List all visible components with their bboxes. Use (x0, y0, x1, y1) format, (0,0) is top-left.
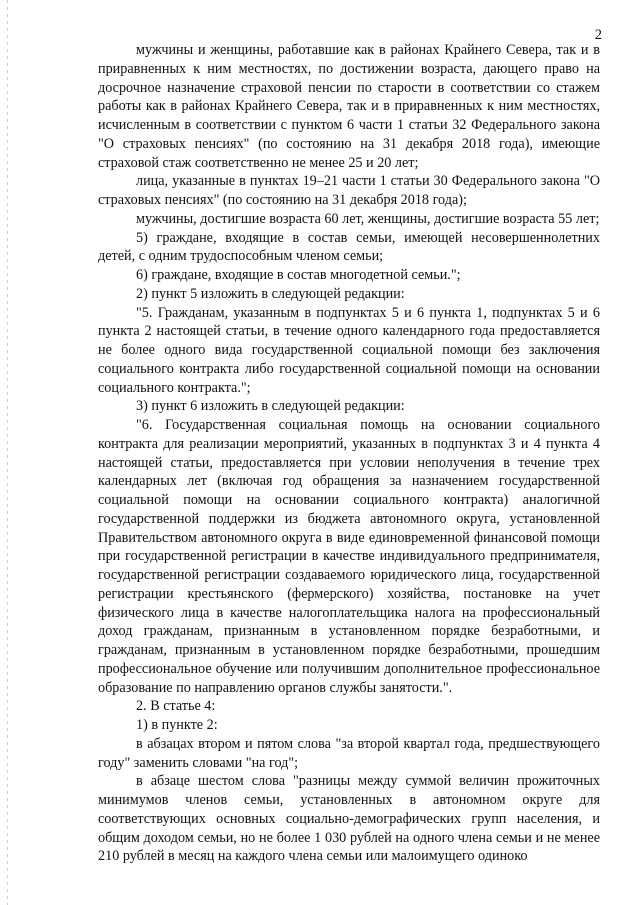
paragraph: "6. Государственная социальная помощь на основании социального контракта для реализации мероприятий, указанных в подпунктах 3 и 4 пункта 4 настоящей статьи, предоставляется при условии неполучения в течение трех календарных лет (включая год обращения за назначением государственной социальной помощи на основании социального контракта) аналогичной государственной поддержки из бюджета автономного округа, установленной Правительством автономного округа в виде единовременной финансовой помощи при государственной регистрации в качестве индивидуального предпринимателя, государственной регистрации создаваемого юридического лица, государственной регистрации крестьянского (фермерского) хозяйства, постановке на учет физического лица в качестве налогоплательщика налога на профессиональный доход гражданам, признанным в установленном порядке безработными, и гражданам, признанным в установленном порядке безработными, прошедшим профессиональное обучение или получившим дополнительное профессиональное образование по направлению органов службы занятости.". (98, 417, 600, 696)
paragraph: мужчины и женщины, работавшие как в районах Крайнего Севера, так и в приравненных к ним местностях, по достижении возраста, дающего право на досрочное назначение страховой пенсии по старости в соответствии со стажем работы как в районах Крайнего Севера, так и в приравненных к ним местностях, исчисленным в соответствии с пунктом 6 части 1 статьи 32 Федерального закона "О страховых пенсиях" (по состоянию на 31 декабря 2018 года), имеющие страховой стаж соответственно не менее 25 и 20 лет; (98, 42, 600, 171)
paragraph: 1) в пункте 2: (136, 717, 218, 733)
paragraph: 2) пункт 5 изложить в следующей редакции: (136, 285, 405, 302)
paragraph: 2. В статье 4: (136, 698, 216, 715)
paragraph: "5. Гражданам, указанным в подпунктах 5 и 6 пункта 1, подпунктах 5 и 6 пункта 2 настоящей статьи, в течение одного календарного года предоставляется не более одного вида государственной социальной помощи без заключения социального контракта либо государственной социальной помощи на основании социального контракта."; (98, 304, 600, 396)
paragraph: 5) граждане, входящие в состав семьи, имеющей несовершеннолетних детей, с одним трудоспособным членом семьи; (98, 229, 600, 265)
scan-edge (7, 0, 8, 905)
page-number: 2 (594, 27, 602, 43)
paragraph: мужчины, достигшие возраста 60 лет, женщины, достигшие возраста 55 лет; (136, 210, 600, 227)
paragraph: лица, указанные в пунктах 19–21 части 1 статьи 30 Федерального закона "О страховых пенсиях" (по состоянию на 31 декабря 2018 года); (98, 173, 600, 208)
paragraph: в абзаце шестом слова "разницы между суммой величин прожиточных минимумов членов семьи, установленных в автономном округе для соответствующих основных социально-демографических групп населения, и общим доходом семьи, но не более 1 030 рублей на одного члена семьи и не менее 210 рублей в месяц на каждого члена семьи или малоимущего одиноко (98, 773, 600, 865)
paragraph: 3) пункт 6 изложить в следующей редакции: (136, 398, 405, 415)
paragraph: 6) граждане, входящие в состав многодетной семьи."; (136, 267, 461, 283)
document-body (98, 41, 600, 866)
paragraph: в абзацах втором и пятом слова "за второй квартал года, предшествующего году" заменить словами "на год"; (98, 735, 600, 771)
